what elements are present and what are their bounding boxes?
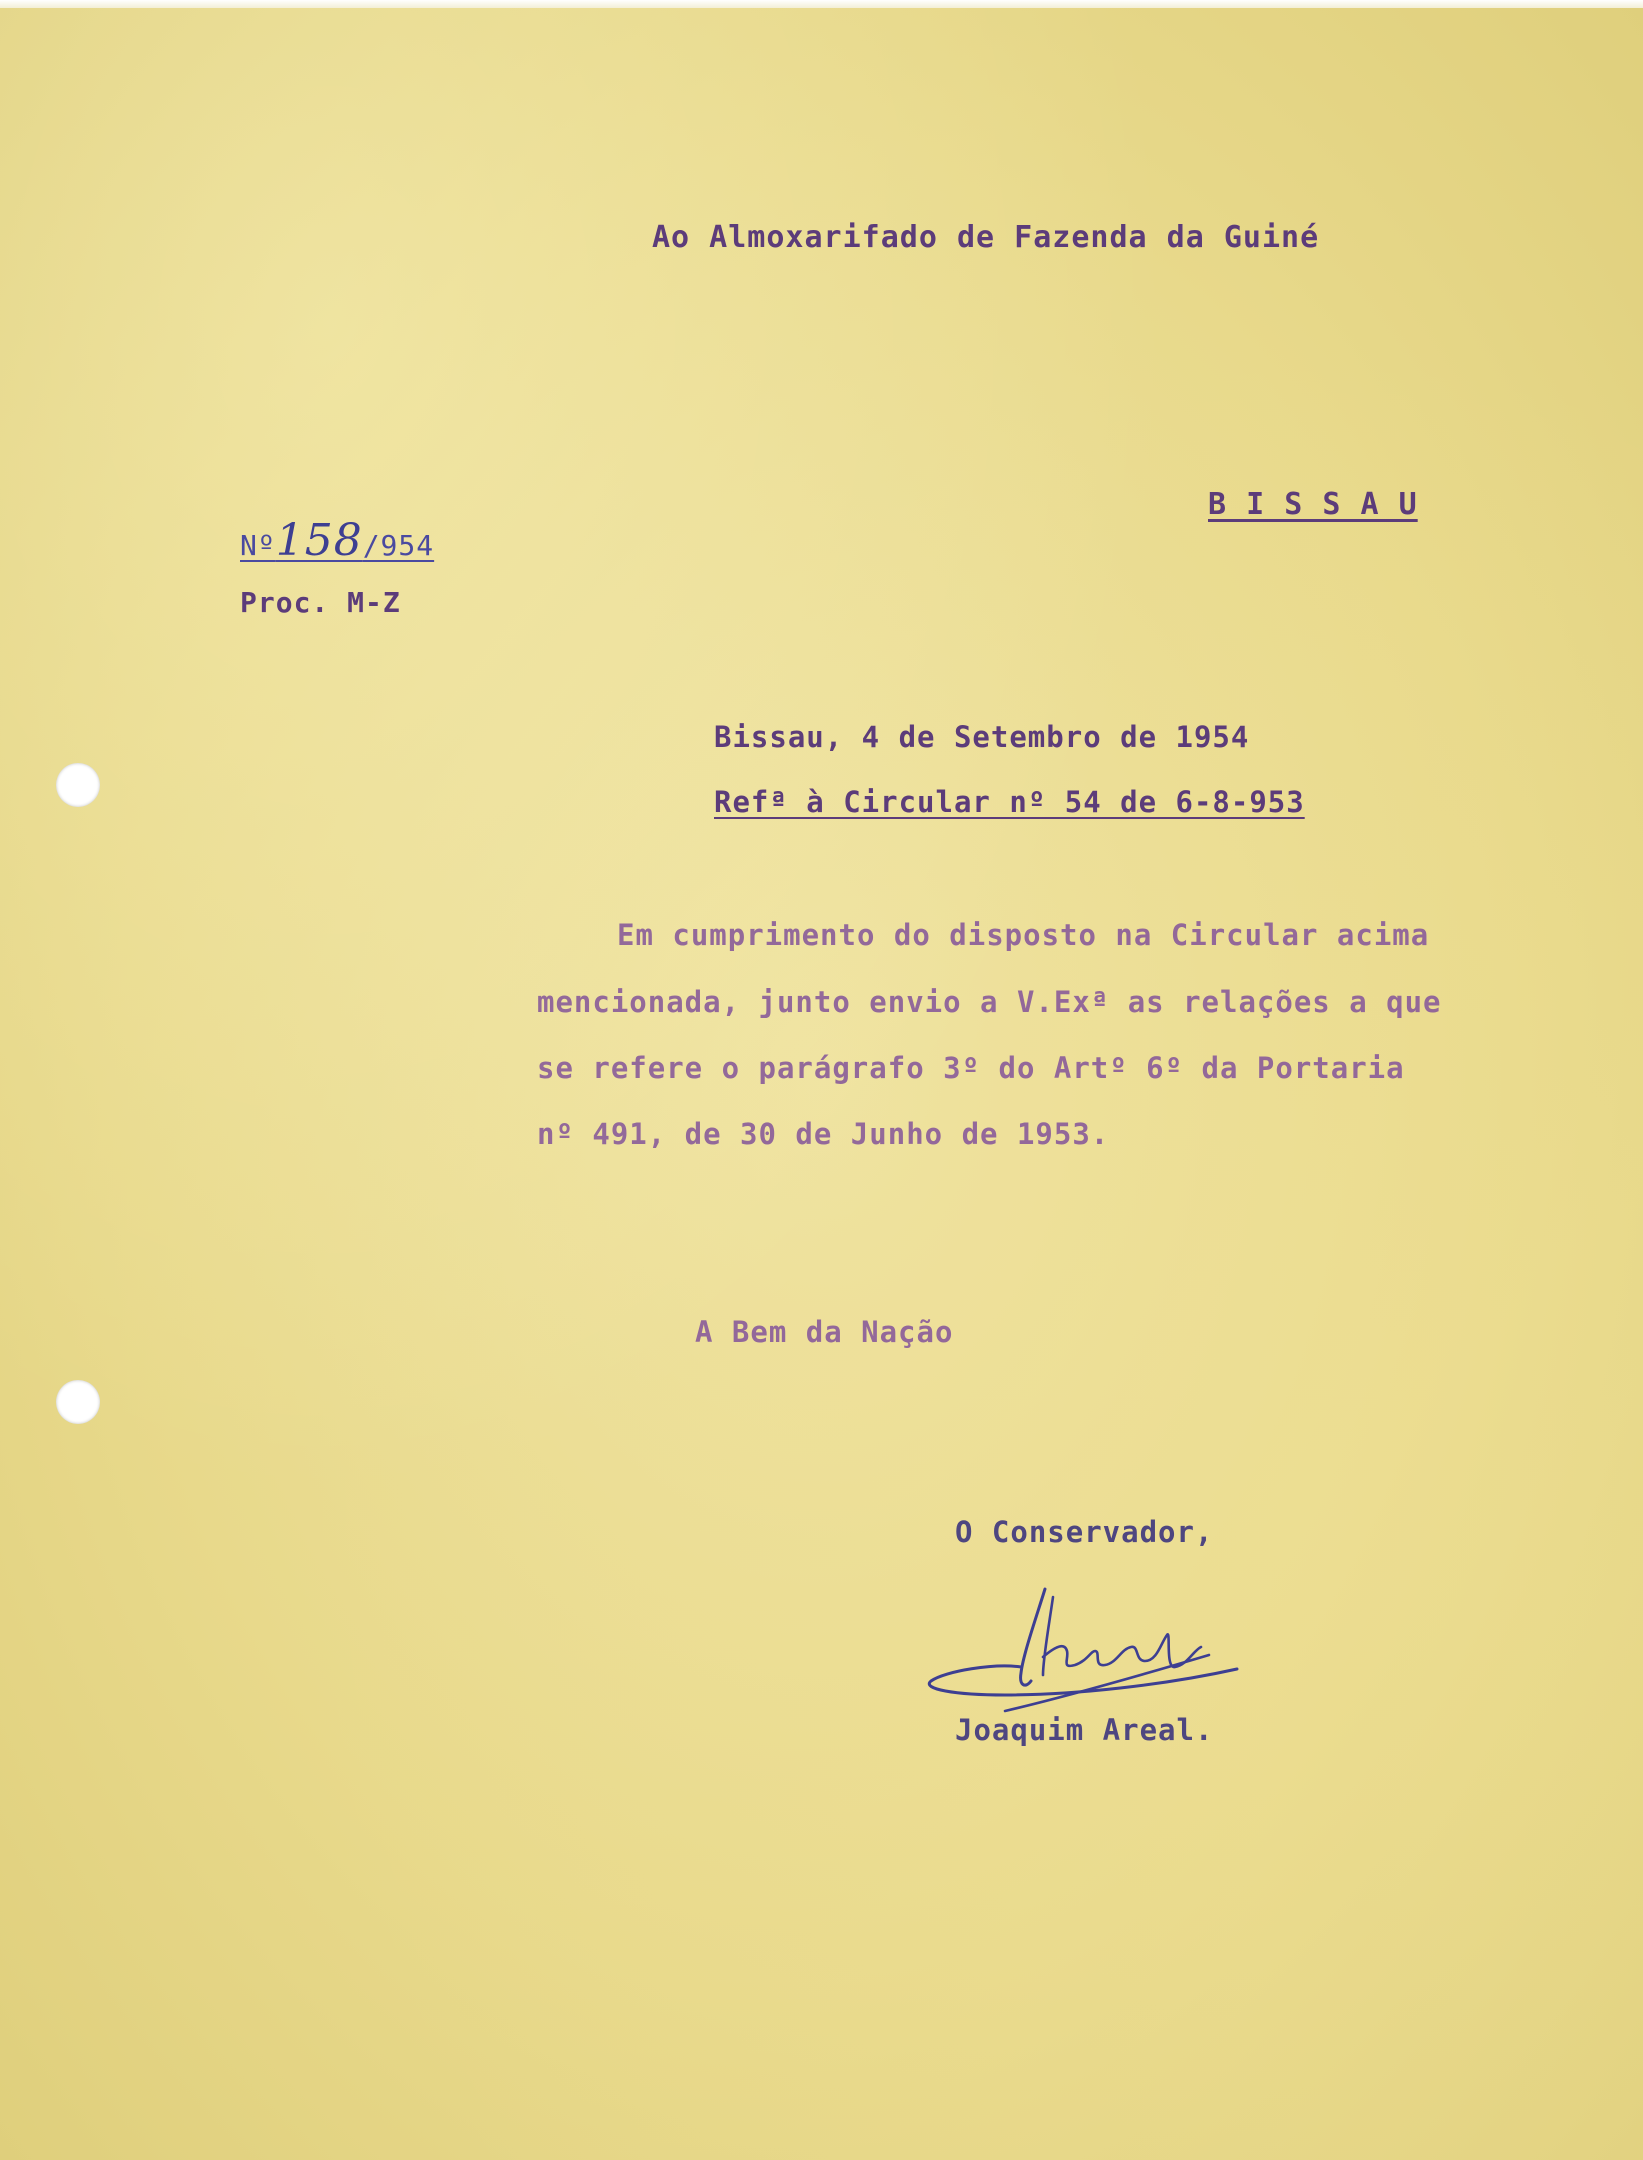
addressee: Ao Almoxarifado de Fazenda da Guiné [652, 220, 1320, 255]
process-reference: Proc. M-Z [240, 586, 401, 619]
handwritten-signature [925, 1585, 1245, 1715]
date-line: Bissau, 4 de Setembro de 1954 [714, 720, 1250, 754]
number-prefix: Nº [240, 529, 276, 562]
closing-salutation: A Bem da Nação [695, 1315, 954, 1349]
number-year: /954 [362, 529, 435, 562]
number-handwritten: 158 [275, 515, 363, 566]
body-line-2: mencionada, junto envio a V.Exª as relações a que [537, 985, 1442, 1019]
signatory-title: O Conservador, [955, 1515, 1214, 1549]
paper-top-edge [0, 0, 1643, 8]
punch-hole-bottom [56, 1380, 100, 1424]
signatory-name: Joaquim Areal. [955, 1713, 1214, 1747]
body-line-1: Em cumprimento do disposto na Circular acima [617, 918, 1430, 952]
punch-hole-top [56, 763, 100, 807]
body-line-4: nº 491, de 30 de Junho de 1953. [537, 1117, 1110, 1151]
circular-reference: Refª à Circular nº 54 de 6-8-953 [714, 785, 1305, 819]
destination-city: B I S S A U [1208, 487, 1418, 522]
body-line-3: se refere o parágrafo 3º do Artº 6º da Portaria [537, 1051, 1405, 1085]
document-number [240, 515, 434, 566]
